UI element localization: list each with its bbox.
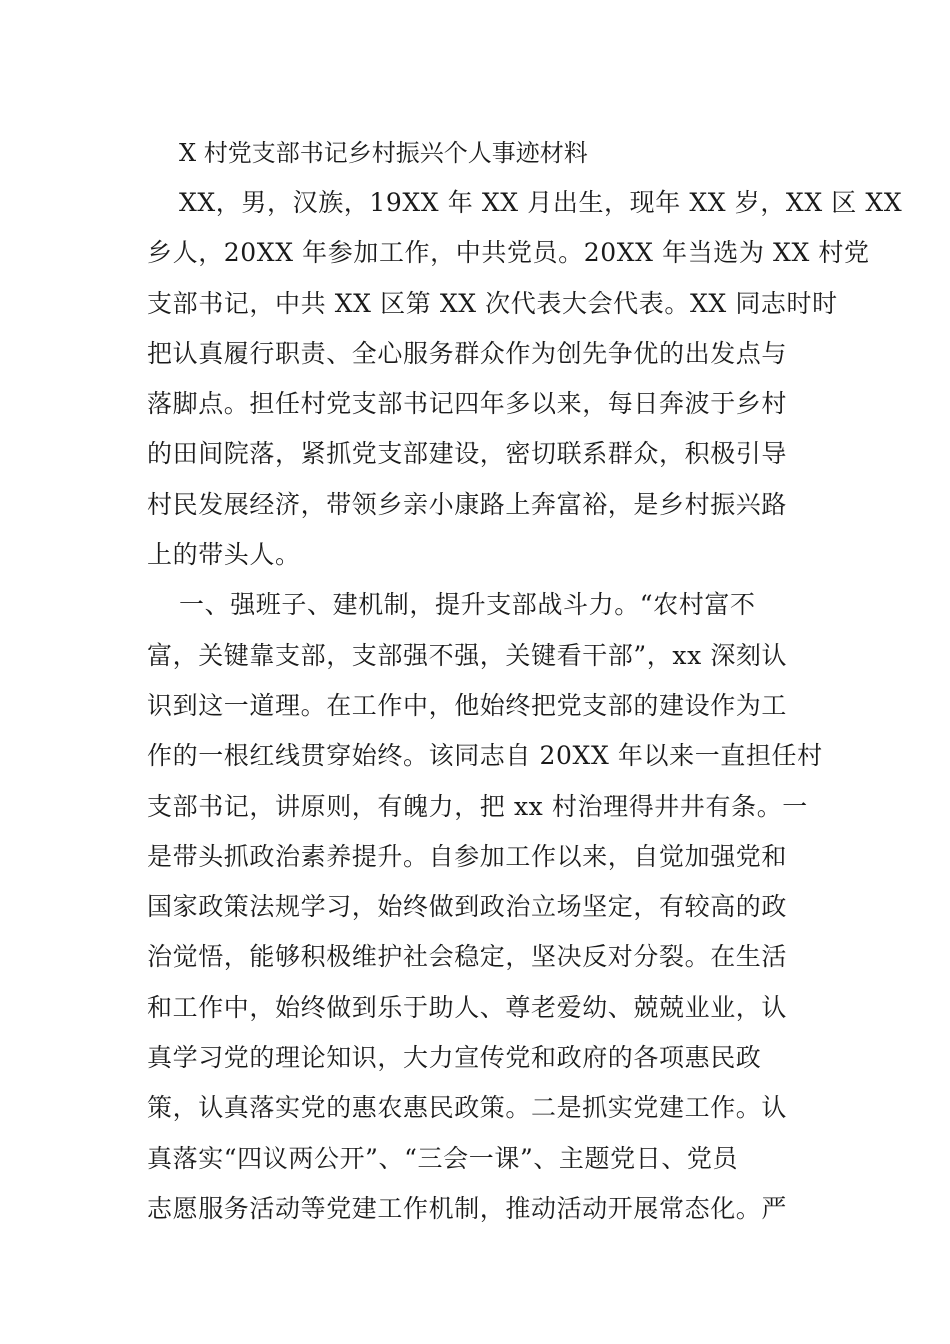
text-line: 和工作中，始终做到乐于助人、尊老爱幼、兢兢业业，认 xyxy=(147,992,788,1022)
paragraph-section-one xyxy=(147,580,823,1234)
text-line: 志愿服务活动等党建工作机制，推动活动开展常态化。严 xyxy=(147,1193,788,1223)
text-line: 作的一根红线贯穿始终。该同志自 20XX 年以来一直担任村 xyxy=(147,741,823,771)
text-line: 真学习党的理论知识，大力宣传党和政府的各项惠民政 xyxy=(147,1043,762,1073)
text-line: 真落实“四议两公开”、“三会一课”、主题党日、党员 xyxy=(147,1143,739,1173)
text-line: 支部书记，中共 XX 区第 XX 次代表大会代表。XX 同志时时 xyxy=(147,288,838,318)
text-line: 国家政策法规学习，始终做到政治立场坚定，有较高的政 xyxy=(147,892,788,922)
document-body xyxy=(147,128,903,1234)
document-title: X 村党支部书记乡村振兴个人事迹材料 xyxy=(179,139,588,167)
text-line: 治觉悟，能够积极维护社会稳定，坚决反对分裂。在生活 xyxy=(147,942,788,972)
text-line: 乡人，20XX 年参加工作，中共党员。20XX 年当选为 XX 村党 xyxy=(147,238,870,268)
text-line: 策，认真落实党的惠农惠民政策。二是抓实党建工作。认 xyxy=(147,1093,788,1123)
text-line: 的田间院落，紧抓党支部建设，密切联系群众，积极引导 xyxy=(147,439,788,469)
text-line: 是带头抓政治素养提升。自参加工作以来，自觉加强党和 xyxy=(147,841,788,871)
text-line: 村民发展经济，带领乡亲小康路上奔富裕，是乡村振兴路 xyxy=(147,489,788,519)
text-line: XX，男，汉族，19XX 年 XX 月出生，现年 XX 岁，XX 区 XX xyxy=(179,188,903,217)
text-line: 一、强班子、建机制，提升支部战斗力。“农村富不 xyxy=(179,590,756,620)
text-line: 上的带头人。 xyxy=(147,540,301,570)
paragraph-intro xyxy=(147,178,903,580)
text-line: 识到这一道理。在工作中，他始终把党支部的建设作为工 xyxy=(147,690,788,720)
text-line: 把认真履行职责、全心服务群众作为创先争优的出发点与 xyxy=(147,338,788,368)
text-line: 落脚点。担任村党支部书记四年多以来，每日奔波于乡村 xyxy=(147,389,788,419)
text-line: 富，关键靠支部，支部强不强，关键看干部”，xx 深刻认 xyxy=(147,640,788,670)
text-line: 支部书记，讲原则，有魄力，把 xx 村治理得井井有条。一 xyxy=(147,791,808,821)
